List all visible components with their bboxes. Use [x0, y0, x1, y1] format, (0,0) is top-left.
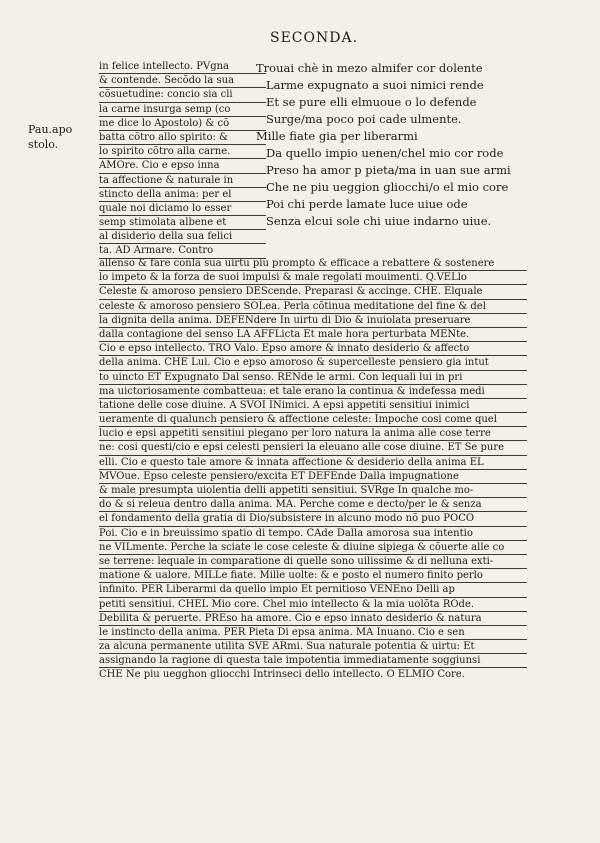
poem-block [256, 60, 528, 230]
poem-line: Larme expugnato a suoi nimici rende [266, 78, 484, 92]
commentary-line: allenso & fare conla sua uirtu piu prompto & efficace a rebattere & sostenere [99, 257, 527, 271]
commentary-line: infinito. PER Liberarmi da quello impio Et pernitioso VENEno Delli ap [99, 583, 527, 597]
page-header: SECONDA. [270, 30, 359, 46]
commentary-line: le instincto della anima. PER Pieta Di epsa anima. MA Inuano. Cio e sen [99, 626, 527, 640]
poem-line: Poi chi perde lamate luce uiue ode [266, 197, 468, 211]
commentary-line: in felice intellecto. PVgna [99, 60, 266, 74]
commentary-line: cõsuetudine: concio sia cli [99, 88, 266, 102]
commentary-top-block [99, 60, 266, 259]
commentary-line: della anima. CHE Lui. Cio e epso amoroso & supercelleste pensiero gia intut [99, 356, 527, 370]
commentary-line: ta affectione & naturale in [99, 174, 266, 188]
commentary-line: petiti sensitiui. CHEL Mio core. Chel mio intellecto & la mia uolõta ROde. [99, 598, 527, 612]
commentary-line: tatione delle cose diuine. A SVOI INimici. A epsi appetiti sensitiui inimici [99, 399, 527, 413]
commentary-line: Debilita & peruerte. PREso ha amore. Cio e epso innato desiderio & natura [99, 612, 527, 626]
commentary-line: assignando la ragione di questa tale impotentia immediatamente soggiunsi [99, 654, 527, 668]
commentary-line: to uincto ET Expugnato Dal senso. RENde le armi. Con lequali lui in pri [99, 371, 527, 385]
commentary-line: semp stimolata albene et [99, 216, 266, 230]
poem-line: Mille fiate gia per liberarmi [256, 129, 418, 143]
poem-line: Et se pure elli elmuoue o lo defende [266, 95, 477, 109]
commentary-line: lo impeto & la forza de suoi impulsi & male regolati mouimenti. Q.VELlo [99, 271, 527, 285]
poem-line: Che ne piu ueggion gliocchi/o el mio core [266, 180, 509, 194]
commentary-line: me dice lo Apostolo) & cõ [99, 117, 266, 131]
commentary-line: la carne insurga semp (co [99, 103, 266, 117]
commentary-line: quale noi diciamo lo esser [99, 202, 266, 216]
commentary-line: al disiderio della sua felici [99, 230, 266, 244]
commentary-line: dalla contagione del senso LA AFFLicta Et male hora perturbata MENte. [99, 328, 527, 342]
commentary-line: AMOre. Cio e epso inna [99, 159, 266, 173]
commentary-line: celeste & amoroso pensiero SOLea. Perla cõtinua meditatione del fine & del [99, 300, 527, 314]
commentary-line: Poi. Cio e in breuissimo spatio di tempo. CAde Dalla amorosa sua intentio [99, 527, 527, 541]
poem-line: Preso ha amor p pieta/ma in uan sue armi [266, 163, 511, 177]
commentary-line: Cio e epso intellecto. TRO Valo. Epso amore & innato desiderio & affecto [99, 342, 527, 356]
commentary-line: stincto della anima: per el [99, 188, 266, 202]
commentary-line: la dignita della anima. DEFENdere In uirtu di Dio & inuiolata preseruare [99, 314, 527, 328]
commentary-line: Celeste & amoroso pensiero DEScende. Preparasi & accinge. CHE. Elquale [99, 285, 527, 299]
commentary-line: matione & ualore. MILLe fiate. Mille uolte: & e posto el numero finito perlo [99, 569, 527, 583]
commentary-line: el fondamento della gratia di Dio/subsistere in alcuno modo nõ puo POCO [99, 512, 527, 526]
poem-line: Da quello impio uenen/chel mio cor rode [266, 146, 504, 160]
commentary-line: ueramente di qualunch pensiero & affectione celeste: Impoche cosi come quel [99, 413, 527, 427]
commentary-line: MVOue. Epso celeste pensiero/excita ET DEFEnde Dalla impugnatione [99, 470, 527, 484]
margin-note: Pau.apo stolo. [28, 123, 73, 151]
commentary-line: lo spirito cõtro alla carne. [99, 145, 266, 159]
commentary-line: ma uictoriosamente combatteua: et tale erano la continua & indefessa medi [99, 385, 527, 399]
commentary-line: ne VILmente. Perche la sciate le cose celeste & diuine sipiega & cõuerte alle co [99, 541, 527, 555]
commentary-line: do & si releua dentro dalla anima. MA. Perche come e decto/per le & senza [99, 498, 527, 512]
commentary-line: batta cõtro allo spirito: & [99, 131, 266, 145]
poem-line: Senza elcui sole chi uiue indarno uiue. [266, 214, 492, 228]
commentary-line: ne: cosi questi/cio e epsi celesti pensieri la eleuano alle cose diuine. ET Se pure [99, 441, 527, 455]
commentary-line: CHE Ne piu uegghon gliocchi Intrinseci dello intellecto. O ELMIO Core. [99, 669, 465, 681]
commentary-line: lucio e epsi appetiti sensitiui piegano per loro natura la anima alle cose terre [99, 427, 527, 441]
commentary-line: & male presumpta uiolentia delli appetiti sensitiui. SVRge In qualche mo- [99, 484, 527, 498]
poem-line: Surge/ma poco poi cade ulmente. [266, 112, 462, 126]
commentary-line: & contende. Secõdo la sua [99, 74, 266, 88]
poem-line: Trouai chè in mezo almifer cor dolente [256, 61, 483, 75]
commentary-line: ta. AD Armare. Contro [99, 244, 266, 258]
commentary-line: za alcuna permanente utilita SVE ARmi. Sua naturale potentia & uirtu: Et [99, 640, 527, 654]
commentary-line: elli. Cio e questo tale amore & innata affectione & desiderio della anima EL [99, 456, 527, 470]
commentary-line: se terrene: lequale in comparatione di quelle sono uilissime & di nelluna exti- [99, 555, 527, 569]
commentary-full-block [99, 257, 527, 682]
